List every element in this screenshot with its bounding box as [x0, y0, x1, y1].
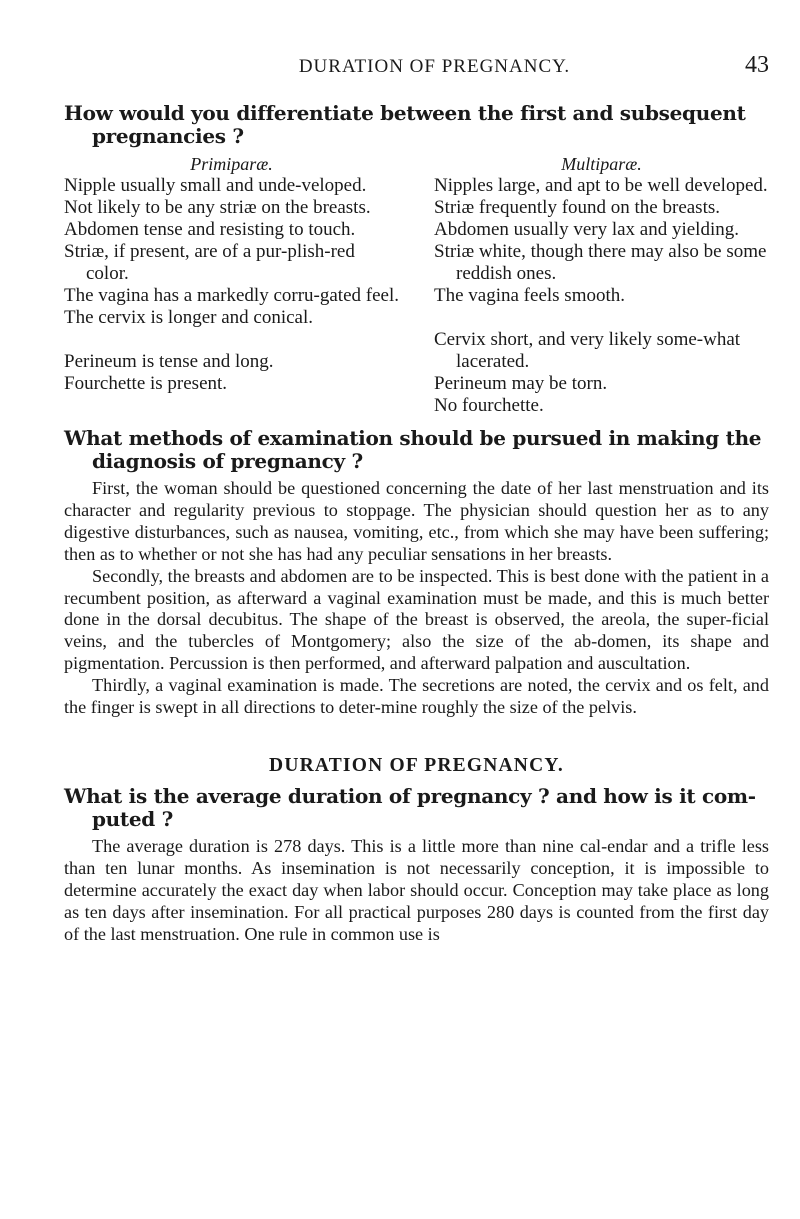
primiparae-column [64, 153, 399, 417]
primiparae-item: Striæ, if present, are of a pur-plish-red color. [64, 241, 355, 284]
primiparae-item: The cervix is longer and conical. [64, 307, 314, 328]
paragraph-first: First, the woman should be questioned concerning the date of her last menstruation and its character and regularity previous to stoppage. The physician should question her as to any digestive disturbances, such as nausea, vomiting, etc., from which she may have been suffering; then as to whether or not she has had any peculiar sensations in her breasts. [64, 478, 769, 564]
running-head [64, 52, 769, 92]
multiparae-column [434, 153, 769, 417]
primiparae-item: Perineum is tense and long. [64, 351, 274, 372]
question-examination-methods: What methods of examination should be pursued in making the diagnosis of pregnancy ? [64, 426, 762, 473]
primiparae-heading: Primiparæ. [190, 154, 273, 174]
question-average-duration: What is the average duration of pregnancy ? and how is it com-puted ? [64, 783, 756, 831]
primiparae-item: Fourchette is present. [64, 373, 228, 394]
multiparae-item: Abdomen usually very lax and yielding. [434, 219, 739, 240]
paragraph-average-duration: The average duration is 278 days. This is a little more than nine cal-endar and a trifle less than ten lunar months. As insemination is not necessarily conception, it is impossible to determine accurately the exact day when labor should occur. Conception may take place as long as ten days after insemination. For all practical purposes 280 days is counted from the first day of the last menstruation. One rule in common use is [64, 835, 769, 944]
primiparae-item: Abdomen tense and resisting to touch. [64, 219, 356, 240]
paragraph-thirdly: Thirdly, a vaginal examination is made. The secretions are noted, the cervix and os felt, and the finger is swept in all directions to deter-mine roughly the size of the pelvis. [64, 675, 769, 718]
multiparae-item: No fourchette. [434, 395, 544, 416]
question-differentiate-pregnancies: How would you differentiate between the first and subsequent pregnancies ? [64, 101, 746, 148]
multiparae-item: Perineum may be torn. [434, 373, 608, 394]
page-number: 43 [745, 52, 769, 78]
book-page [64, 52, 769, 946]
primiparae-item: Nipple usually small and unde-veloped. [64, 175, 367, 196]
multiparae-item: Striæ frequently found on the breasts. [434, 197, 721, 218]
multiparae-item: The vagina feels smooth. [434, 285, 626, 306]
primiparae-item: Not likely to be any striæ on the breasts. [64, 197, 371, 218]
multiparae-item: Striæ white, though there may also be some reddish ones. [434, 241, 767, 284]
primiparae-item: The vagina has a markedly corru-gated feel. [64, 285, 399, 306]
comparison-table [64, 153, 769, 417]
running-head-title: DURATION OF PREGNANCY. [298, 56, 571, 77]
section-title: DURATION OF PREGNANCY. [269, 754, 564, 776]
multiparae-item: Cervix short, and very likely some-what lacerated. [434, 329, 741, 372]
paragraph-secondly: Secondly, the breasts and abdomen are to be inspected. This is best done with the patient in a recumbent position, as afterward a vaginal examination must be made, and this is much better done in the dorsal decubitus. The shape of the breast is observed, the areola, the super-ficial veins, and the tubercles of Montgomery; also the size of the ab-domen, its shape and pigmentation. Percussion is then performed, and afterward palpation and auscultation. [64, 565, 769, 674]
multiparae-item: Nipples large, and apt to be well developed. [434, 175, 768, 196]
multiparae-heading: Multiparæ. [561, 154, 642, 174]
